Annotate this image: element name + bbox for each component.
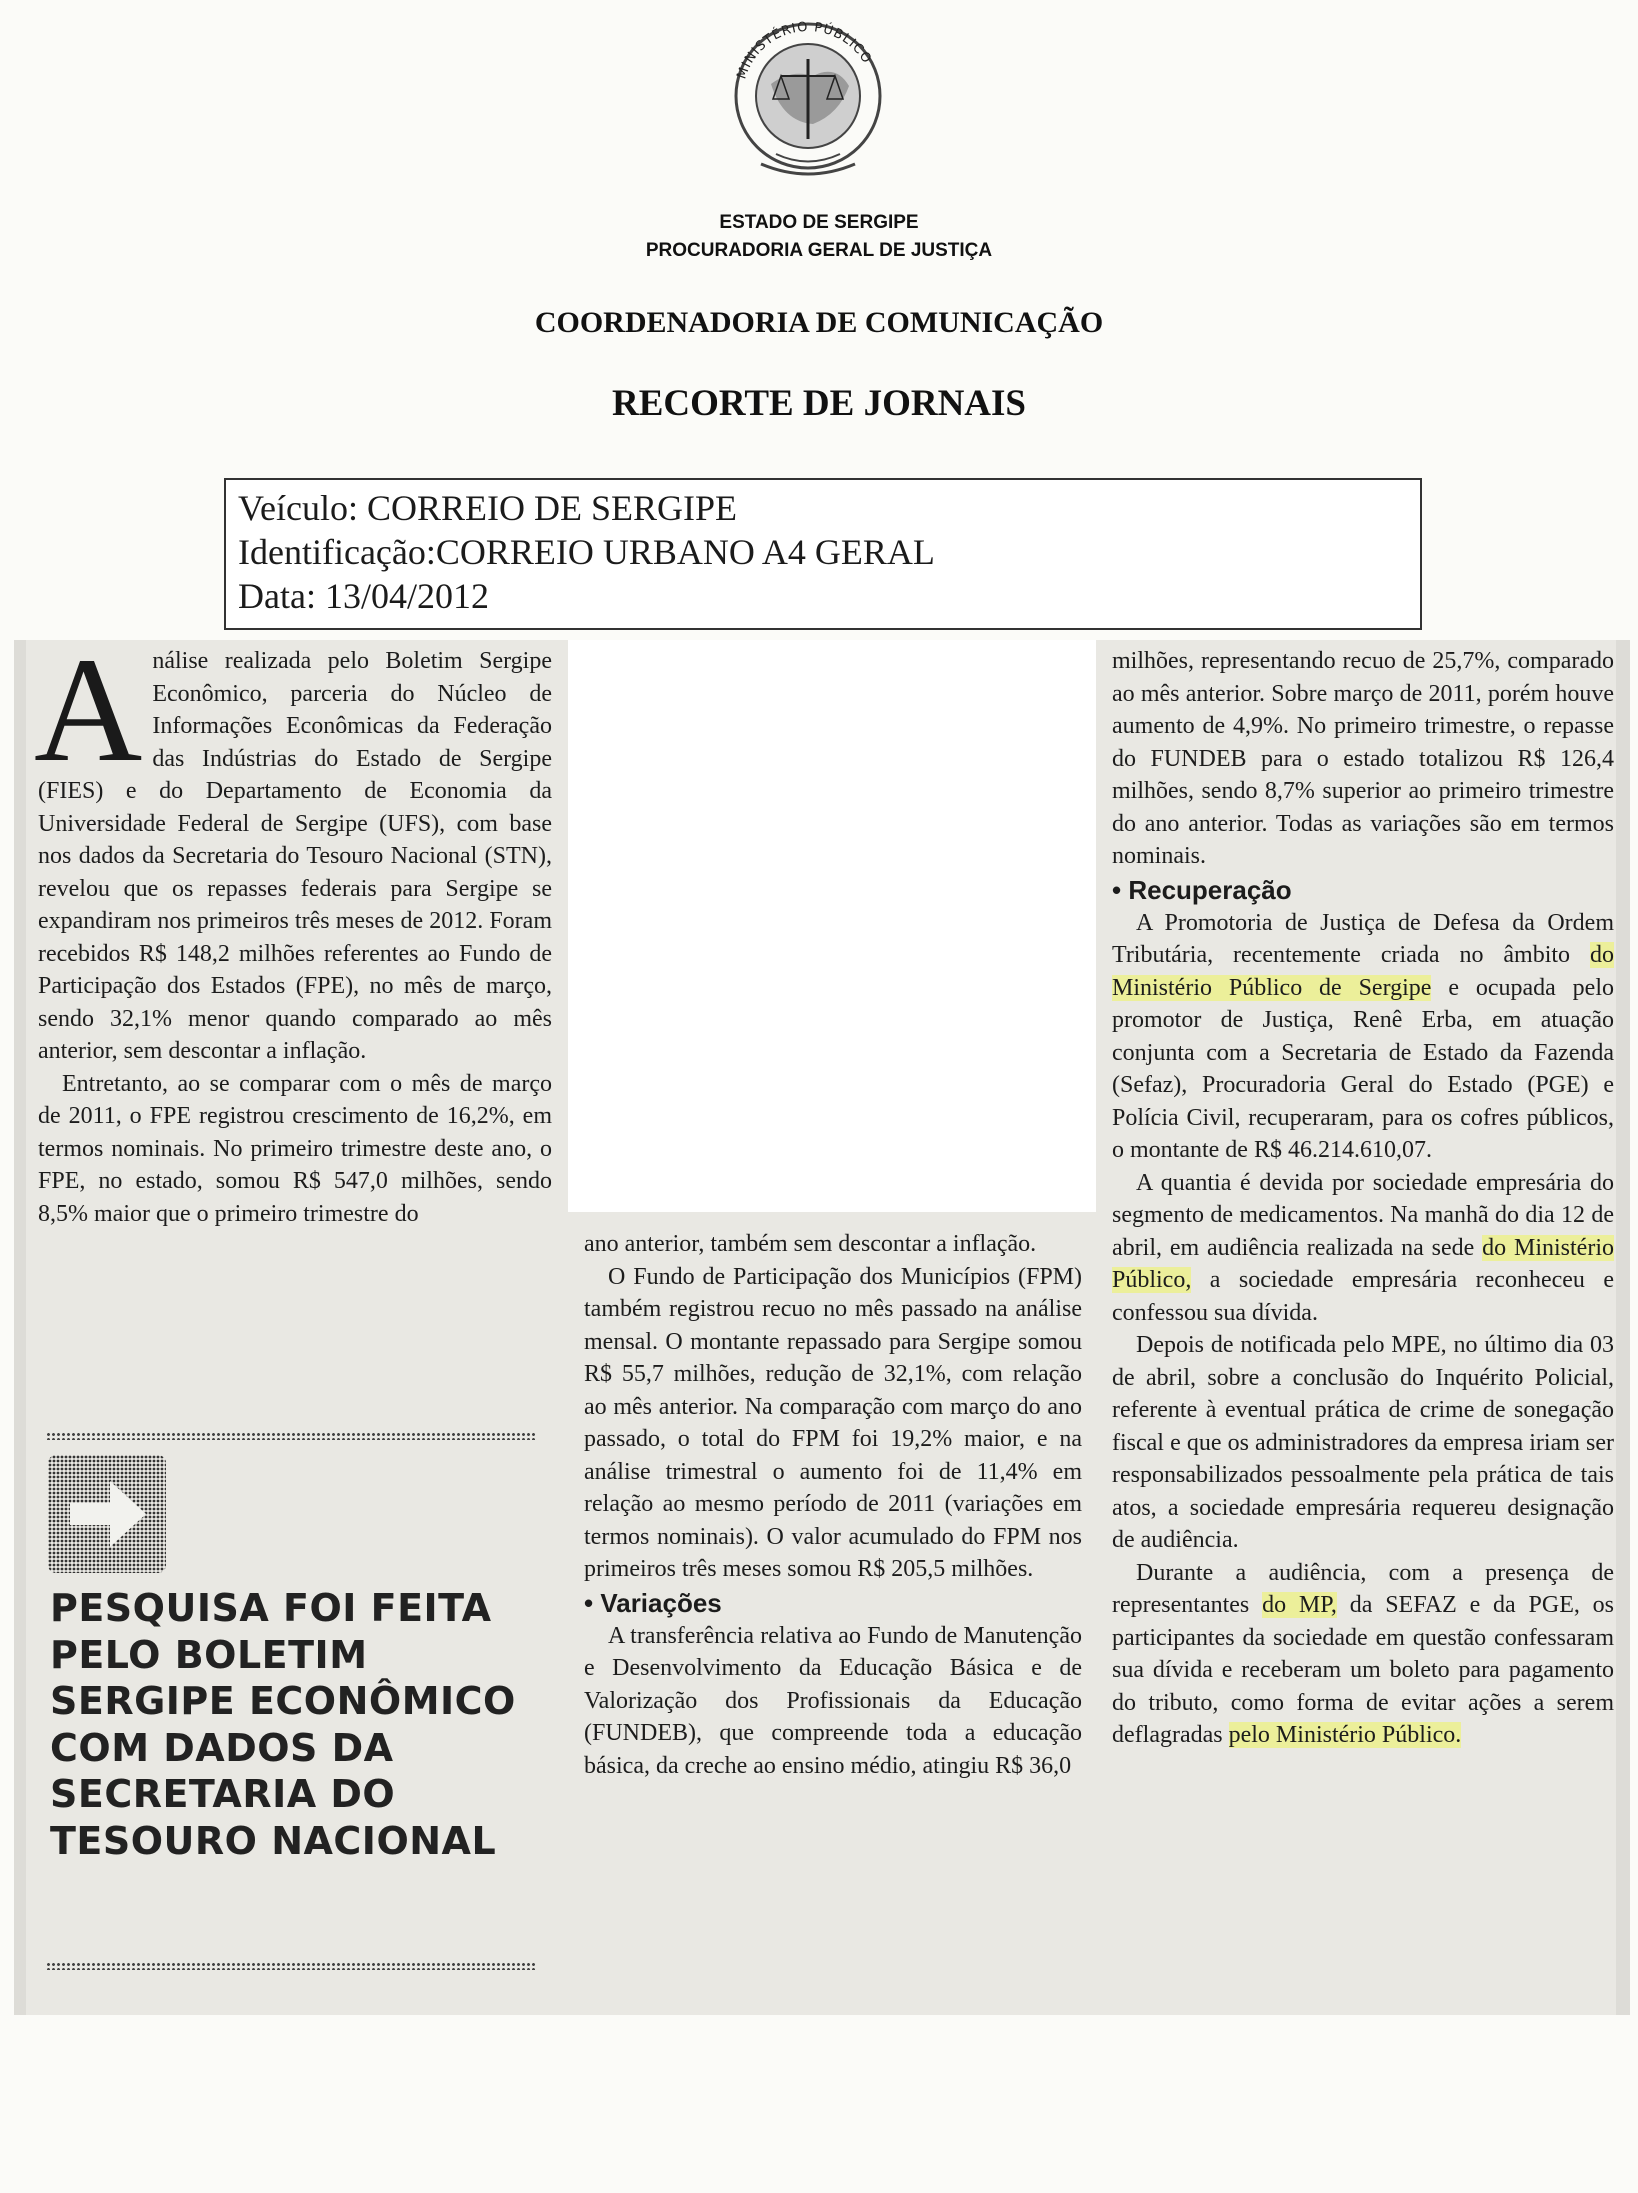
drop-cap: A [34, 627, 143, 793]
state-name: ESTADO DE SERGIPE [719, 212, 919, 233]
arrow-right-icon [48, 1455, 166, 1573]
seal-text: MINISTÉRIO PÚBLICO [734, 19, 875, 82]
paragraph-intro: Análise realizada pelo Boletim Sergipe Econômico, parceria do Núcleo de Informações Econômicas da Federação das Indústrias do Estado de Sergipe (FIES) e do Departamento de Economia da Universidade Federal de Sergipe (UFS), com base nos dados da Secretaria do Tesouro Nacional (STN), revelou que os repasses federais para Sergipe se expandiram nos primeiros três meses de 2012. Foram recebidos R$ 148,2 milhões referentes ao Fundo de Participação dos Estados (FPE), no mês de março, sendo 32,1% menor quando comparado ao mês anterior, sem descontar a inflação. [34, 627, 552, 1064]
pullquote-bottom-rule [46, 1962, 536, 1970]
date-line: Data: 13/04/2012 [238, 576, 489, 616]
ministerio-publico-seal [721, 14, 895, 188]
paragraph-fundeb: A transferência relativa ao Fundo de Manutenção e Desenvolvimento da Educação Básica e de Valorização dos Profissionais da Educação (FUNDEB), que compreende toda a educação básica, da creche ao ensino médio, atingiu R$ 36,0 [584, 1622, 1082, 1779]
paragraph-fundeb-cont: milhões, representando recuo de 25,7%, comparado ao mês anterior. Sobre março de 2011, porém houve aumento de 4,9%. No primeiro trimestre, o repasse do FUNDEB para o estado totalizou R$ 126,4 milhões, sendo 8,7% superior ao primeiro trimestre do ano anterior. Todas as variações são em termos nominais. [1112, 648, 1614, 869]
highlight-mp-final: pelo Ministério Público. [1228, 1722, 1462, 1748]
paragraph-notificada: Depois de notificada pelo MPE, no último dia 03 de abril, sobre a conclusão do Inquérito Policial, referente à eventual prática de crime de sonegação fiscal e que os administradores da empresa iriam ser responsabilizados pessoalmente pela prática de tais atos, a sociedade empresária requereu designação de audiência. [1112, 1332, 1614, 1553]
paragraph-continuation: ano anterior, também sem descontar a inflação. [584, 1231, 1037, 1257]
vehicle-line: Veículo: CORREIO DE SERGIPE [238, 488, 737, 528]
highlight-mp-sergipe: do Ministério Público de Sergipe [1112, 942, 1614, 1001]
paragraph-audiencia: Durante a audiência, com a presença de representantes do MP, da SEFAZ e da PGE, os participantes da sociedade em questão confessaram sua dívida e receberam um boleto para pagamento do tributo, como forma de evitar ações a serem deflagradas pelo Ministério Público. [1112, 1559, 1614, 1748]
paragraph-quantia: A quantia é devida por sociedade empresária do segmento de medicamentos. Na manhã do dia 12 de abril, em audiência realizada na sede do Ministério Público, a sociedade empresária reconheceu e confessou sua dívida. [1112, 1169, 1614, 1326]
subhead-recuperacao: • Recuperação [1112, 874, 1292, 905]
article-column-middle [584, 1228, 1082, 1782]
cutout-gap [568, 640, 1096, 1212]
office-name: PROCURADORIA GERAL DE JUSTIÇA [645, 240, 993, 261]
article-column-right [1112, 645, 1614, 1752]
document-title: RECORTE DE JORNAIS [612, 383, 1026, 424]
paragraph-promotoria: A Promotoria de Justiça de Defesa da Ordem Tributária, recentemente criada no âmbito do Ministério Público de Sergipe e ocupada pelo promotor de Justiça, Renê Erba, em atuação conjunta com a Secretaria de Estado da Fazenda (Sefaz), Procuradoria Geral do Estado (PGE) e Polícia Civil, recuperaram, para os cofres públicos, o montante de R$ 46.214.610,07. [1112, 909, 1614, 1163]
highlight-mp: do MP, [1262, 1592, 1337, 1618]
department-title: COORDENADORIA DE COMUNICAÇÃO [534, 306, 1104, 339]
pullquote-top-rule [46, 1432, 536, 1440]
subhead-variacoes: • Variações [584, 1587, 722, 1618]
article-column-left [34, 627, 552, 1230]
paragraph-fpe: Entretanto, ao se comparar com o mês de março de 2011, o FPE registrou crescimento de 16,2%, em termos nominais. No primeiro trimestre deste ano, o FPE, no estado, somou R$ 547,0 milhões, sendo 8,5% maior que o primeiro trimestre do [38, 1070, 552, 1227]
pullquote: PESQUISA FOI FEITA PELO BOLETIM SERGIPE ECONÔMICO COM DADOS DA SECRETARIA DO TESOURO NACIONAL [50, 1586, 516, 1863]
clipping-info-box [224, 478, 1422, 630]
highlight-mp-sede: do Ministério Público, [1112, 1234, 1614, 1293]
identification-line: Identificação:CORREIO URBANO A4 GERAL [238, 532, 935, 572]
paragraph-fpm: O Fundo de Participação dos Municípios (FPM) também registrou recuo no mês passado na análise mensal. O montante repassado para Sergipe somou R$ 55,7 milhões, redução de 32,1%, com relação ao mês anterior. Na comparação com março do ano passado, o total do FPM foi 19,2% maior, e na análise trimestral o aumento foi de 11,4% em relação ao mesmo período de 2011 (variações em termos nominais). O valor acumulado do FPM nos primeiros três meses somou R$ 205,5 milhões. [584, 1263, 1082, 1582]
